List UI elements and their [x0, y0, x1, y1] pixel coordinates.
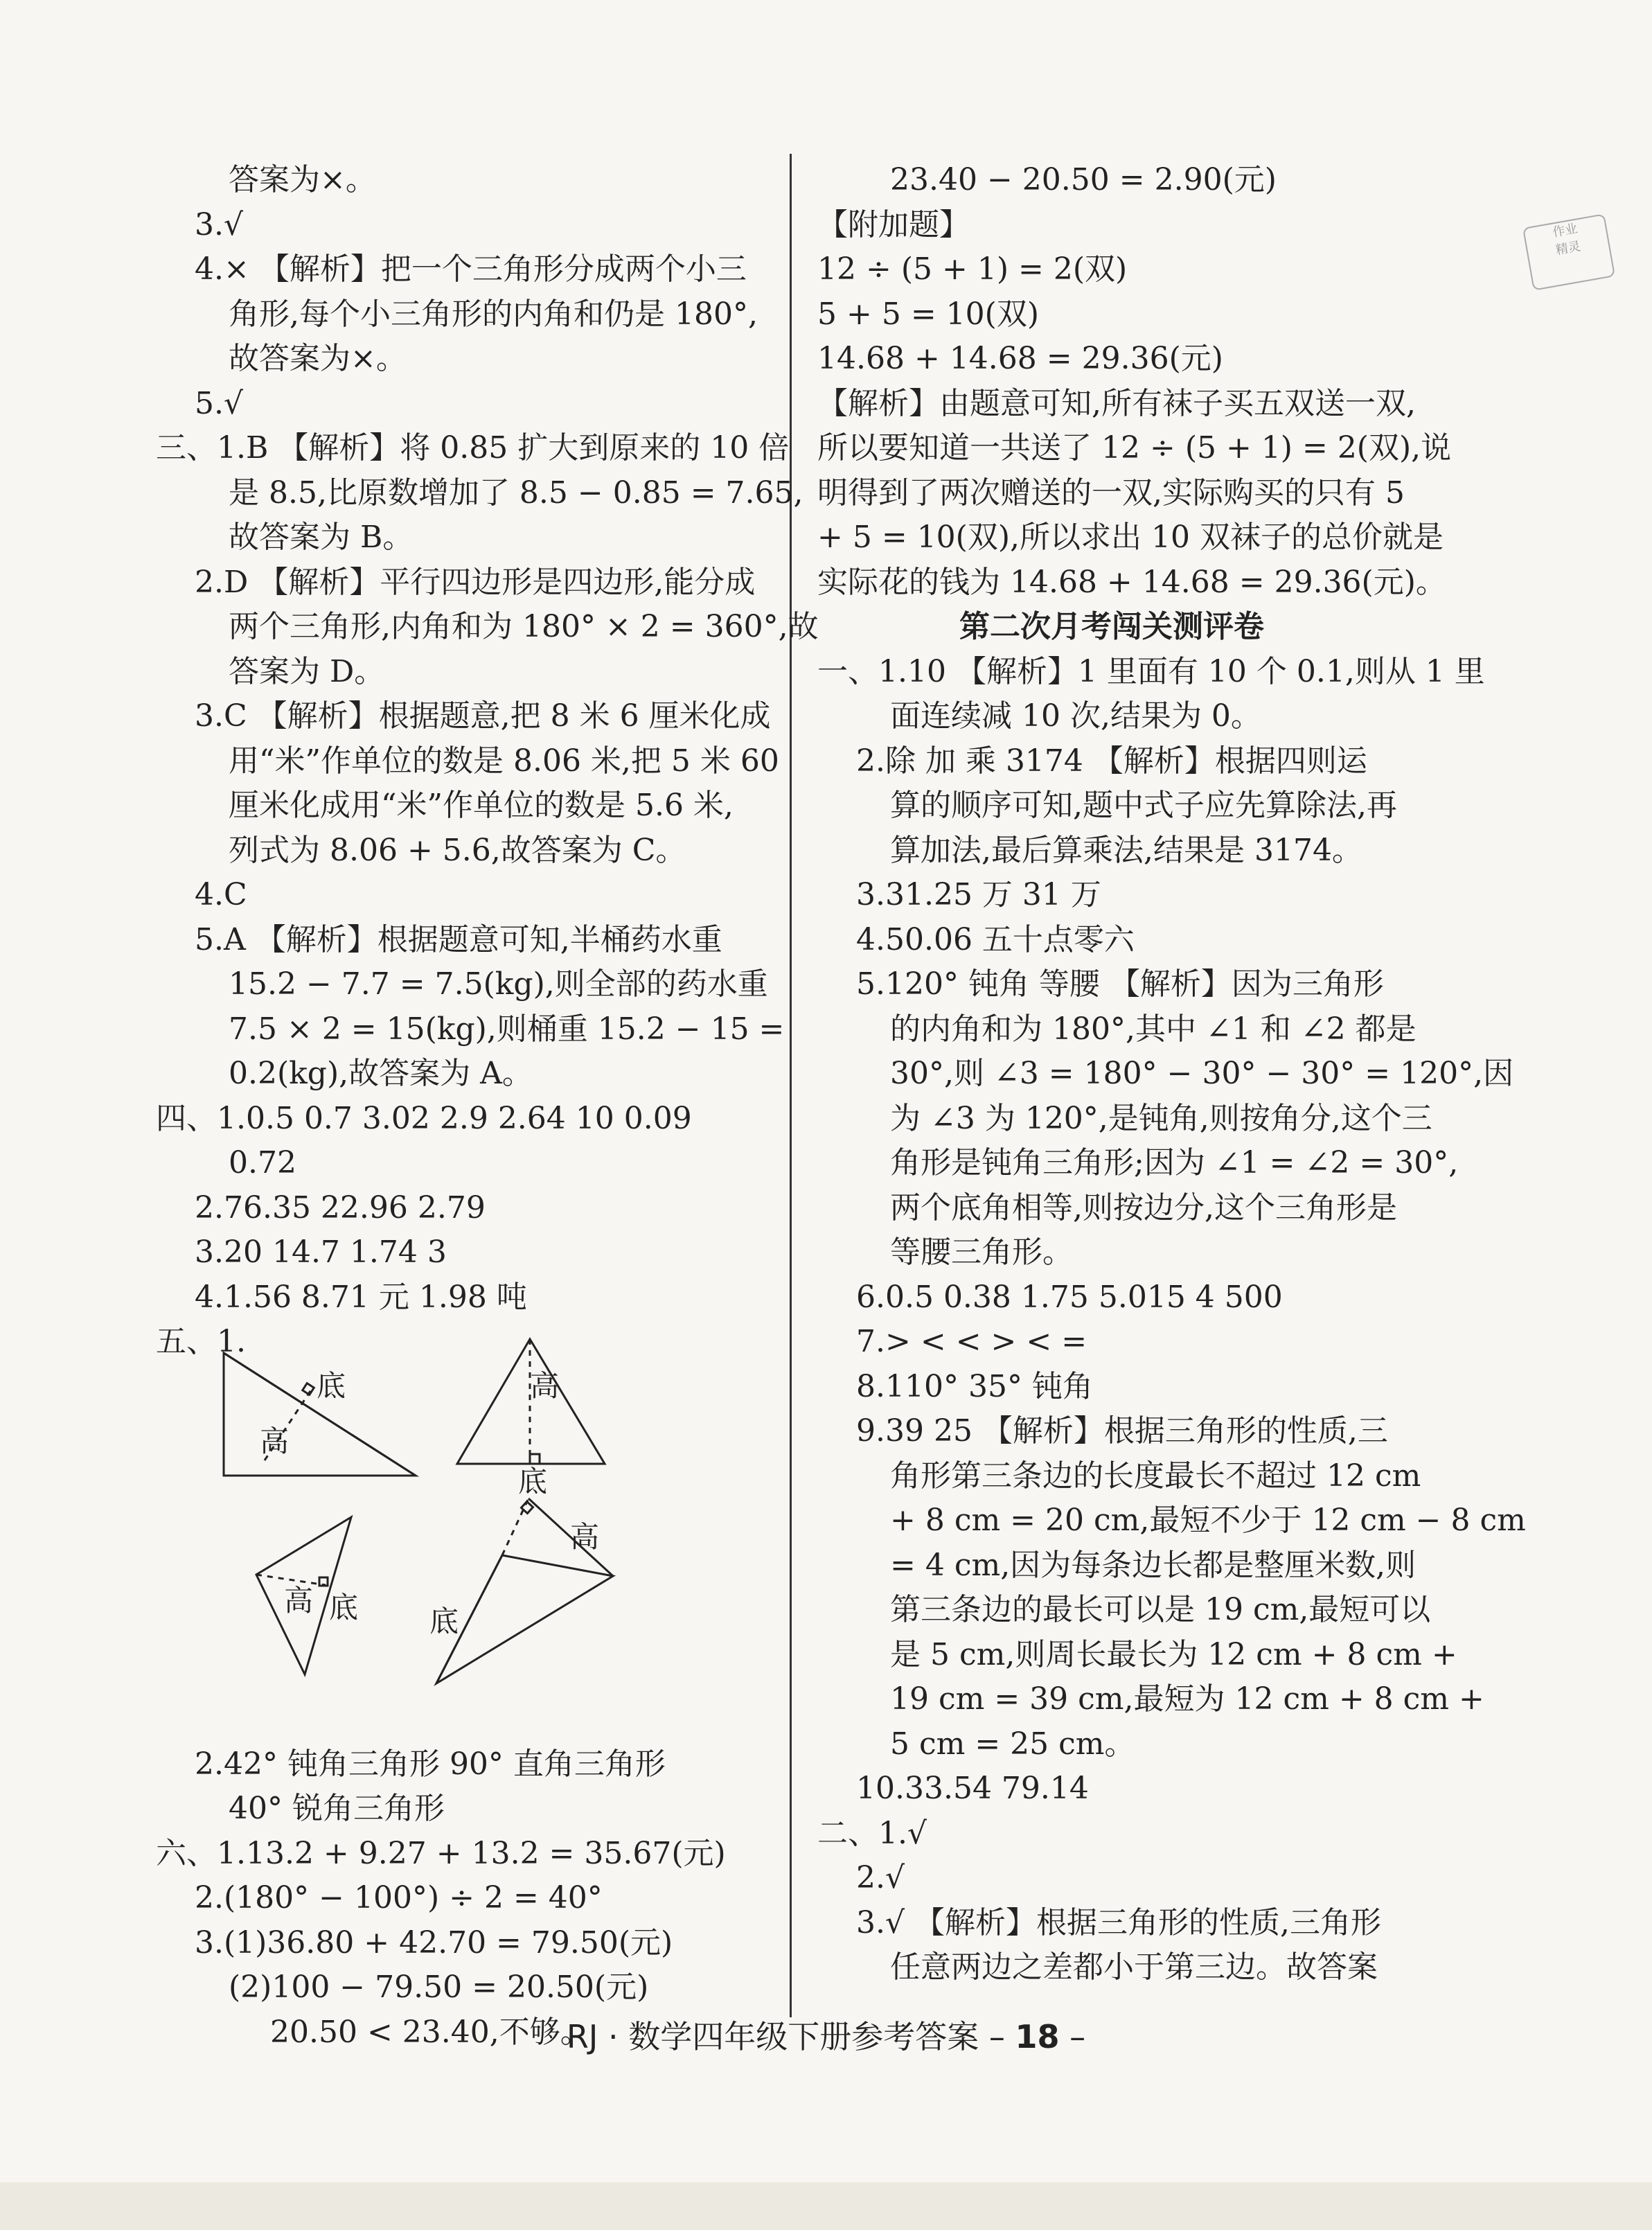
- right-column-line: 9.39 25 【解析】根据三角形的性质,三: [856, 1413, 1388, 1449]
- triangle-figures-svg: [156, 1327, 769, 1701]
- left-column-line: 3.20 14.7 1.74 3: [195, 1235, 447, 1270]
- right-column-line: 14.68 + 14.68 = 29.36(元): [817, 341, 1223, 376]
- left-column-line: 五、1.: [156, 1324, 246, 1359]
- left-column-bottom-line: (2)100 − 79.50 = 20.50(元): [229, 1970, 649, 2005]
- right-column-line: 角形是钝角三角形;因为 ∠1 = ∠2 = 30°,: [890, 1145, 1459, 1180]
- right-column-line: 3.√ 【解析】根据三角形的性质,三角形: [856, 1904, 1381, 1940]
- left-column-line: 用“米”作单位的数是 8.06 米,把 5 米 60: [229, 743, 779, 779]
- fig2-height-label: 高: [530, 1369, 560, 1403]
- right-column-line: 为 ∠3 为 120°,是钝角,则按角分,这个三: [890, 1100, 1432, 1136]
- fig4-height-label: 高: [570, 1520, 600, 1554]
- right-column-line: 7.> < < > < =: [856, 1324, 1087, 1359]
- left-column-line: 5.√: [195, 385, 244, 421]
- right-column-line: 5 + 5 = 10(双): [817, 296, 1039, 332]
- right-column-line: 【解析】由题意可知,所有袜子买五双送一双,: [817, 385, 1416, 421]
- left-column-bottom: [156, 1742, 769, 2055]
- obtuse-triangle-2-shape: [436, 1555, 613, 1683]
- right-column-line: 2.√: [856, 1860, 905, 1895]
- left-column-line: 是 8.5,比原数增加了 8.5 − 0.85 = 7.65,: [229, 475, 803, 511]
- left-column-line: 列式为 8.06 + 5.6,故答案为 C。: [229, 832, 686, 868]
- right-column-line: 任意两边之差都小于第三边。故答案: [890, 1949, 1378, 1985]
- left-column-line: 15.2 − 7.7 = 7.5(kg),则全部的药水重: [229, 966, 768, 1002]
- left-column-line: 故答案为×。: [229, 341, 407, 376]
- footer-prefix: RJ · 数学四年级下册参考答案 –: [566, 2018, 1005, 2055]
- left-column-line: 四、1.0.5 0.7 3.02 2.9 2.64 10 0.09: [156, 1100, 692, 1136]
- right-column-line: + 8 cm = 20 cm,最短不少于 12 cm − 8 cm: [890, 1503, 1526, 1538]
- left-column-line: 2.76.35 22.96 2.79: [195, 1189, 486, 1225]
- right-column-lines: [817, 158, 1526, 1990]
- left-column-line: 4.1.56 8.71 元 1.98 吨: [195, 1279, 527, 1315]
- watermark-stamp: [1522, 213, 1615, 290]
- right-column-line: 5 cm = 25 cm。: [890, 1726, 1135, 1762]
- right-column-line: 10.33.54 79.14: [856, 1771, 1089, 1806]
- page-footer: [0, 2012, 1652, 2058]
- right-column-line: 二、1.√: [817, 1815, 927, 1851]
- right-column-line: 所以要知道一共送了 12 ÷ (5 + 1) = 2(双),说: [817, 430, 1452, 466]
- right-column-line: + 5 = 10(双),所以求出 10 双袜子的总价就是: [817, 520, 1444, 555]
- left-column-bottom-line: 2.42° 钝角三角形 90° 直角三角形: [195, 1746, 666, 1782]
- left-column-line: 4.C: [195, 877, 247, 912]
- fig4-base-label: 底: [429, 1604, 459, 1638]
- left-column-line: 两个三角形,内角和为 180° × 2 = 360°,故: [229, 609, 819, 644]
- right-column-line: 4.50.06 五十点零六: [856, 921, 1135, 957]
- right-column-line: 19 cm = 39 cm,最短为 12 cm + 8 cm +: [890, 1681, 1484, 1717]
- right-column-line: 等腰三角形。: [890, 1235, 1073, 1270]
- left-column-bottom-line: 2.(180° − 100°) ÷ 2 = 40°: [195, 1880, 603, 1915]
- right-column-line: 实际花的钱为 14.68 + 14.68 = 29.36(元)。: [817, 564, 1446, 600]
- stamp-line-1: 作业: [1551, 221, 1579, 240]
- right-column-line: 【附加题】: [817, 206, 970, 242]
- page-bottom-edge: [0, 2182, 1652, 2230]
- triangle-figures: [156, 1327, 769, 1701]
- right-column-line: 一、1.10 【解析】1 里面有 10 个 0.1,则从 1 里: [817, 653, 1485, 689]
- left-column-line: 角形,每个小三角形的内角和仍是 180°,: [229, 296, 758, 332]
- right-column-line: 两个底角相等,则按边分,这个三角形是: [890, 1189, 1397, 1225]
- left-column-bottom-line: 40° 锐角三角形: [229, 1791, 445, 1826]
- left-column-bottom-line: 20.50 < 23.40,不够。: [270, 2014, 591, 2050]
- right-column-line: 的内角和为 180°,其中 ∠1 和 ∠2 都是: [890, 1011, 1416, 1047]
- right-column-line: 3.31.25 万 31 万: [856, 877, 1101, 912]
- isosceles-right-mark: [530, 1454, 540, 1464]
- left-column-line: 5.A 【解析】根据题意可知,半桶药水重: [195, 921, 722, 957]
- right-column-line: 第二次月考闯关测评卷: [959, 609, 1264, 644]
- right-column-line: 是 5 cm,则周长最长为 12 cm + 8 cm +: [890, 1636, 1457, 1672]
- right-column-line: 12 ÷ (5 + 1) = 2(双): [817, 251, 1128, 287]
- left-column-line: 4.× 【解析】把一个三角形分成两个小三: [195, 251, 747, 287]
- right-column-line: 算的顺序可知,题中式子应先算除法,再: [890, 788, 1397, 823]
- left-column-line: 0.72: [229, 1145, 296, 1180]
- right-column-line: 23.40 − 20.50 = 2.90(元): [890, 162, 1277, 197]
- column-divider: [790, 154, 792, 2017]
- fig1-height-label: 高: [260, 1424, 290, 1458]
- left-column-line: 2.D 【解析】平行四边形是四边形,能分成: [195, 564, 756, 600]
- fig1-base-label: 底: [317, 1369, 346, 1403]
- fig3-base-label: 底: [329, 1591, 359, 1625]
- stamp-line-2: 精灵: [1554, 239, 1582, 258]
- right-column-line: 第三条边的最长可以是 19 cm,最短可以: [890, 1592, 1431, 1627]
- left-column-line: 7.5 × 2 = 15(kg),则桶重 15.2 − 15 =: [229, 1011, 785, 1047]
- right-column-line: 角形第三条边的长度最长不超过 12 cm: [890, 1458, 1421, 1494]
- left-column-bottom-line: 六、1.13.2 + 9.27 + 13.2 = 35.67(元): [156, 1835, 726, 1871]
- left-column-line: 3.C 【解析】根据题意,把 8 米 6 厘米化成: [195, 698, 771, 734]
- right-column-line: 2.除 加 乘 3174 【解析】根据四则运: [856, 743, 1367, 779]
- right-column: [817, 158, 1526, 1990]
- left-column-top: [156, 158, 819, 1365]
- right-column-line: = 4 cm,因为每条边长都是整厘米数,则: [890, 1547, 1416, 1583]
- footer-suffix: –: [1069, 2018, 1086, 2055]
- right-column-line: 面连续减 10 次,结果为 0。: [890, 698, 1261, 734]
- obtuse-2-extension-line: [502, 1498, 529, 1555]
- left-column-line: 0.2(kg),故答案为 A。: [229, 1056, 533, 1091]
- fig3-height-label: 高: [284, 1584, 314, 1618]
- left-column-line: 答案为×。: [229, 162, 376, 197]
- left-column-bottom-line: 3.(1)36.80 + 42.70 = 79.50(元): [195, 1924, 673, 1961]
- right-column-line: 明得到了两次赠送的一双,实际购买的只有 5: [817, 475, 1405, 511]
- right-column-line: 8.110° 35° 钝角: [856, 1368, 1093, 1404]
- left-column-line: 三、1.B 【解析】将 0.85 扩大到原来的 10 倍: [156, 430, 790, 466]
- left-column-line: 厘米化成用“米”作单位的数是 5.6 米,: [229, 788, 734, 823]
- left-column-line: 故答案为 B。: [229, 520, 414, 555]
- right-column-line: 算加法,最后算乘法,结果是 3174。: [890, 832, 1362, 868]
- left-column-line: 3.√: [195, 206, 244, 242]
- right-column-line: 5.120° 钝角 等腰 【解析】因为三角形: [856, 966, 1384, 1002]
- right-column-line: 6.0.5 0.38 1.75 5.015 4 500: [856, 1279, 1283, 1315]
- fig2-base-label: 底: [518, 1464, 548, 1498]
- left-column-line: 答案为 D。: [229, 653, 385, 689]
- right-angle-mark: [303, 1383, 314, 1395]
- right-column-line: 30°,则 ∠3 = 180° − 30° − 30° = 120°,因: [890, 1056, 1514, 1091]
- page-number: 18: [1015, 2018, 1060, 2055]
